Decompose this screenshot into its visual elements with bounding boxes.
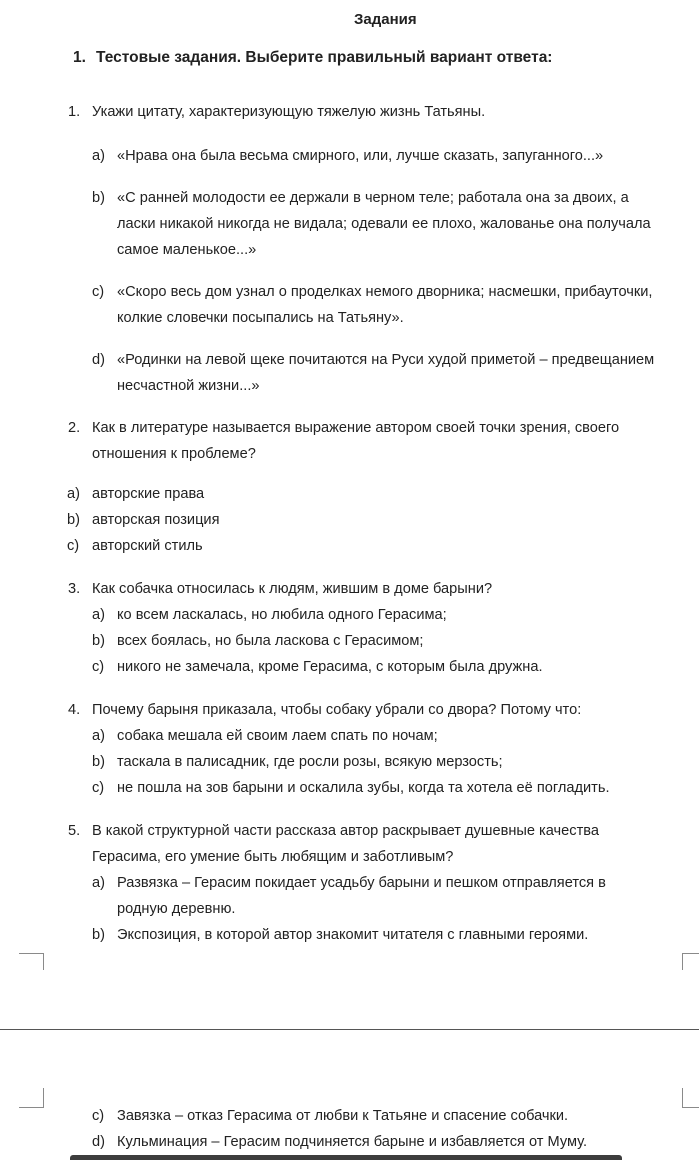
option-text: авторский стиль: [92, 538, 203, 554]
question-text: Как собачка относилась к людям, жившим в доме барыни?: [92, 581, 493, 597]
question-text: Почему барыня приказала, чтобы собаку убрали со двора? Потому что:: [92, 702, 582, 718]
option-text: родную деревню.: [117, 901, 236, 917]
option-text: колкие словечки посыпались на Татьяну».: [117, 310, 404, 326]
option-text: несчастной жизни...»: [117, 378, 260, 394]
option-letter: b): [92, 633, 105, 649]
option-text: «Скоро весь дом узнал о проделках немого дворника; насмешки, прибауточки,: [117, 284, 653, 300]
option-text: авторские права: [92, 486, 205, 502]
option-letter: d): [92, 1134, 105, 1150]
question-text: В какой структурной части рассказа автор раскрывает душевные качества: [92, 823, 599, 839]
question-number: 3.: [68, 581, 81, 597]
option-letter: a): [92, 607, 105, 623]
page-corner-mark: [19, 953, 44, 970]
question-number: 2.: [68, 420, 81, 436]
question-text: Укажи цитату, характеризующую тяжелую жизнь Татьяны.: [92, 104, 486, 120]
section-number: 1.: [73, 49, 86, 66]
page-divider: [0, 1029, 699, 1030]
option-letter: c): [92, 659, 105, 675]
horizontal-scrollbar[interactable]: [70, 1155, 622, 1160]
option-letter: c): [92, 780, 105, 796]
option-letter: b): [92, 190, 105, 206]
question-number: 4.: [68, 702, 81, 718]
option-text: не пошла на зов барыни и оскалила зубы, когда та хотела её погладить.: [117, 780, 610, 796]
option-letter: c): [92, 1108, 105, 1124]
option-text: Экспозиция, в которой автор знакомит читателя с главными героями.: [117, 927, 589, 943]
option-text: «С ранней молодости ее держали в черном теле; работала она за двоих, а: [117, 190, 629, 206]
option-letter: a): [92, 728, 105, 744]
option-text: всех боялась, но была ласкова с Герасимом;: [117, 633, 424, 649]
page-title: Задания: [354, 11, 417, 28]
option-text: Развязка – Герасим покидает усадьбу барыни и пешком отправляется в: [117, 875, 606, 891]
question-number: 1.: [68, 104, 81, 120]
option-text: «Нрава она была весьма смирного, или, лучше сказать, запуганного...»: [117, 148, 604, 164]
option-text: «Родинки на левой щеке почитаются на Руси худой приметой – предвещанием: [117, 352, 655, 368]
option-letter: b): [92, 754, 105, 770]
option-text: таскала в палисадник, где росли розы, всякую мерзость;: [117, 754, 503, 770]
option-letter: a): [92, 875, 105, 891]
option-text: никого не замечала, кроме Герасима, с которым была дружна.: [117, 659, 543, 675]
option-text: авторская позиция: [92, 512, 220, 528]
option-text: собака мешала ей своим лаем спать по ночам;: [117, 728, 438, 744]
option-text: ко всем ласкалась, но любила одного Герасима;: [117, 607, 447, 623]
page-corner-mark: [682, 1088, 699, 1108]
option-letter: d): [92, 352, 105, 368]
page-corner-mark: [682, 953, 699, 970]
option-text: Кульминация – Герасим подчиняется барыне и избавляется от Муму.: [117, 1134, 588, 1150]
page-corner-mark: [19, 1088, 44, 1108]
option-text: самое маленькое...»: [117, 242, 257, 258]
option-letter: b): [67, 512, 80, 528]
option-letter: c): [92, 284, 105, 300]
option-letter: c): [67, 538, 80, 554]
question-text: Герасима, его умение быть любящим и заботливым?: [92, 849, 454, 865]
option-letter: a): [67, 486, 80, 502]
option-letter: b): [92, 927, 105, 943]
question-number: 5.: [68, 823, 81, 839]
question-text: отношения к проблеме?: [92, 446, 256, 462]
section-heading: Тестовые задания. Выберите правильный вариант ответа:: [96, 49, 553, 66]
option-text: ласки никакой никогда не видала; одевали ее плохо, жалованье она получала: [117, 216, 651, 232]
question-text: Как в литературе называется выражение автором своей точки зрения, своего: [92, 420, 620, 436]
option-letter: a): [92, 148, 105, 164]
option-text: Завязка – отказ Герасима от любви к Татьяне и спасение собачки.: [117, 1108, 569, 1124]
